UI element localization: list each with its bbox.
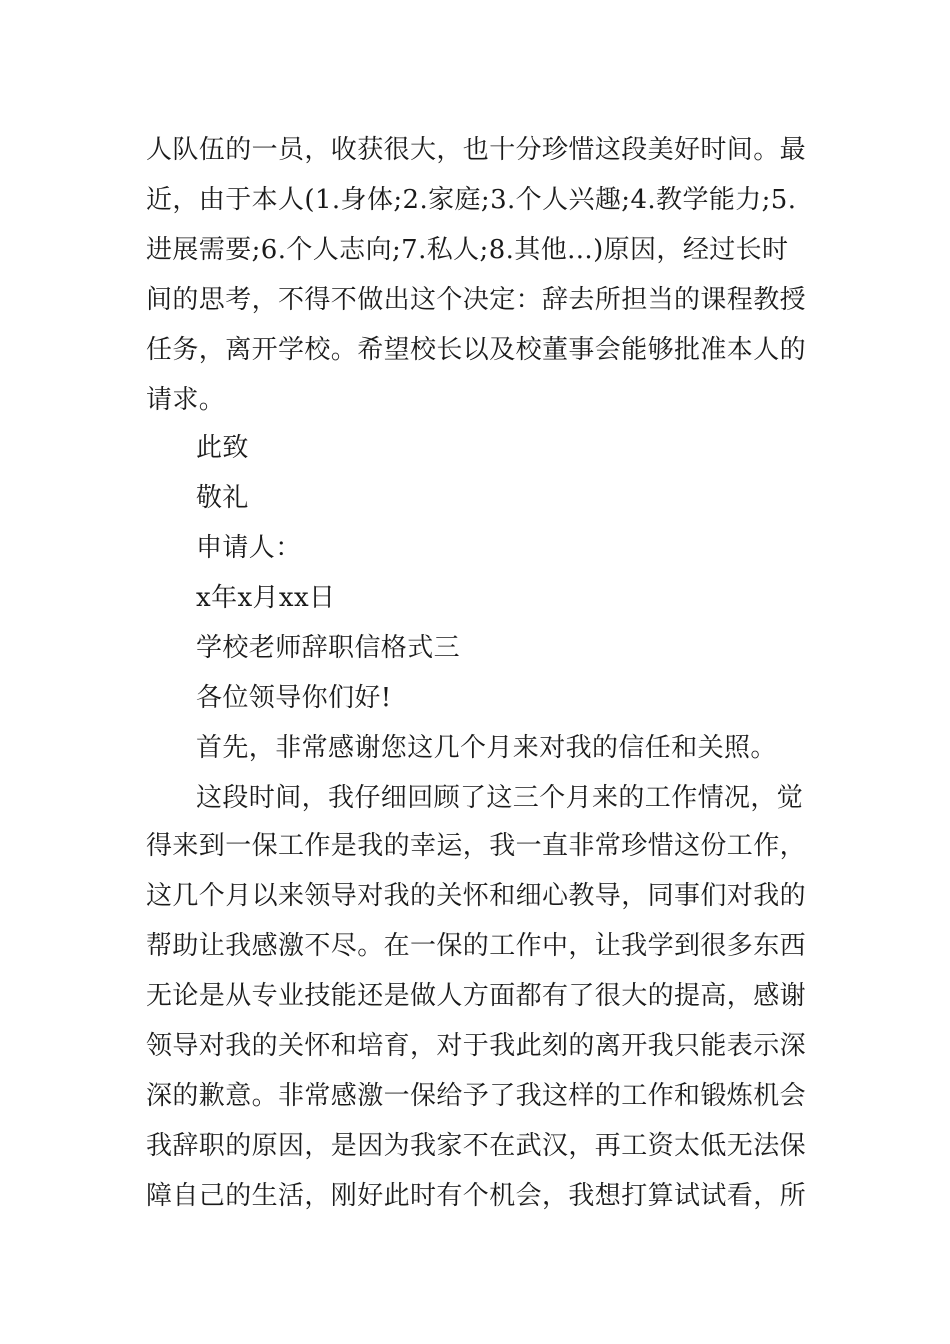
paragraph-line: 首先，非常感谢您这几个月来对我的信任和关照。 <box>196 733 777 763</box>
paragraph-line: 无论是从专业技能还是做人方面都有了很大的提高，感谢 <box>146 981 807 1011</box>
paragraph-line: 进展需要;6.个人志向;7.私人;8.其他...)原因，经过长时 <box>146 235 789 265</box>
date-line: x年x月xx日 <box>196 583 336 613</box>
paragraph-line: 任务，离开学校。希望校长以及校董事会能够批准本人的 <box>146 335 807 365</box>
paragraph-line: 近，由于本人(1.身体;2.家庭;3.个人兴趣;4.教学能力;5. <box>146 185 797 215</box>
paragraph-line: 这几个月以来领导对我的关怀和细心教导，同事们对我的 <box>146 881 807 911</box>
section-heading: 学校老师辞职信格式三 <box>196 633 461 663</box>
paragraph-line: 帮助让我感激不尽。在一保的工作中，让我学到很多东西 <box>146 931 807 961</box>
paragraph-line: 深的歉意。非常感激一保给予了我这样的工作和锻炼机会 <box>146 1081 807 1111</box>
salutation-line: 此致 <box>196 433 249 463</box>
closing-line: 敬礼 <box>196 483 249 513</box>
paragraph-line: 得来到一保工作是我的幸运，我一直非常珍惜这份工作， <box>146 831 807 861</box>
paragraph-line: 领导对我的关怀和培育，对于我此刻的离开我只能表示深 <box>146 1031 807 1061</box>
paragraph-line: 我辞职的原因，是因为我家不在武汉，再工资太低无法保 <box>146 1131 807 1161</box>
paragraph-line: 间的思考，不得不做出这个决定：辞去所担当的课程教授 <box>146 285 807 315</box>
greeting-line: 各位领导你们好! <box>196 683 392 713</box>
paragraph-line: 这段时间，我仔细回顾了这三个月来的工作情况，觉 <box>196 783 804 813</box>
paragraph-line: 障自己的生活，刚好此时有个机会，我想打算试试看，所 <box>146 1181 807 1211</box>
applicant-label: 申请人： <box>196 533 302 563</box>
paragraph-line: 请求。 <box>146 385 226 415</box>
paragraph-line: 人队伍的一员，收获很大，也十分珍惜这段美好时间。最 <box>146 135 807 165</box>
